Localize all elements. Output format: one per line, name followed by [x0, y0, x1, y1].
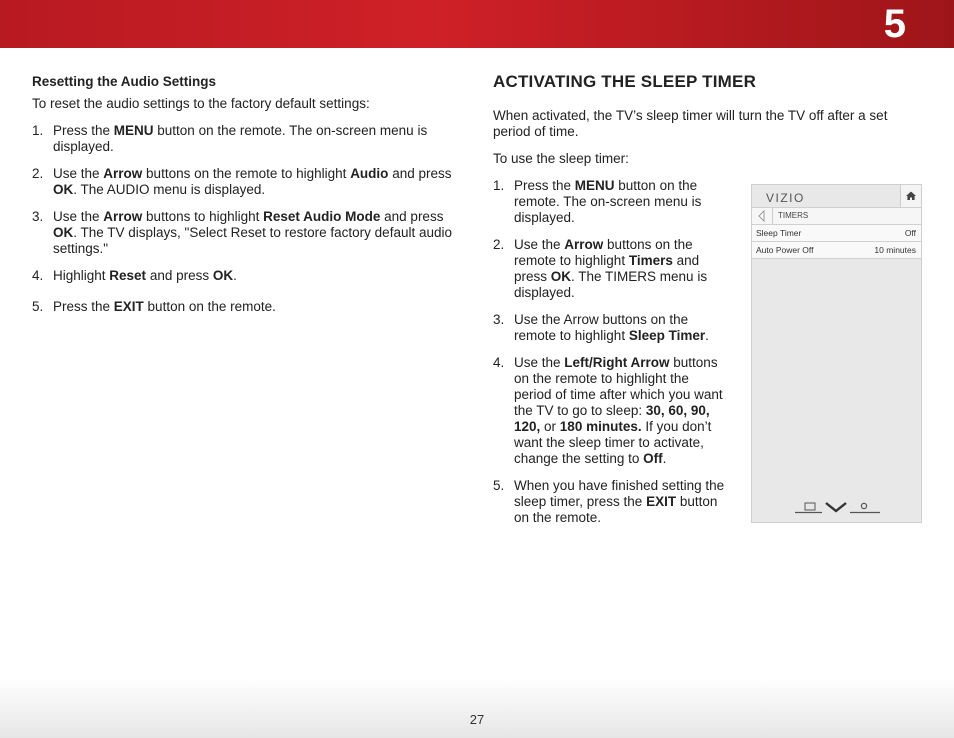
- back-arrow-icon[interactable]: [752, 208, 773, 224]
- footer-bar: [0, 678, 954, 738]
- audio-reset-heading: Resetting the Audio Settings: [32, 74, 217, 89]
- gear-icon: [850, 503, 880, 512]
- list-item: 4. Highlight Reset and press OK.: [32, 268, 237, 283]
- audio-reset-steps: [32, 123, 462, 315]
- audio-reset-intro: To reset the audio settings to the factory default settings:: [32, 96, 370, 111]
- header-bar: [0, 0, 954, 48]
- list-item: 2. Use the Arrow buttons on the remote to highlight Timers and press OK. The TIMERS menu is displayed.: [493, 237, 708, 300]
- left-column: [32, 74, 462, 326]
- tv-menu-bottom-icons: [792, 499, 882, 515]
- list-item: 1. Press the MENU button on the remote. The on-screen menu is displayed.: [32, 123, 428, 154]
- vizio-logo: VIZIO: [766, 191, 805, 205]
- chapter-number: 5: [883, 2, 906, 46]
- list-item: 3. Use the Arrow buttons to highlight Reset Audio Mode and press OK. The TV displays, "Select Reset to restore factory default audio settings.": [32, 209, 452, 256]
- v-logo-icon: [826, 503, 846, 511]
- tv-menu-row-auto-power-off[interactable]: Auto Power Off 10 minutes: [752, 242, 921, 259]
- list-item: 5. Press the EXIT button on the remote.: [32, 299, 276, 314]
- tv-menu-title: TIMERS: [778, 211, 809, 220]
- sleep-timer-intro: When activated, the TV’s sleep timer will turn the TV off after a set period of time.: [493, 108, 888, 139]
- tv-icon: [795, 503, 822, 513]
- tv-menu-row-sleep-timer[interactable]: Sleep Timer Off: [752, 225, 921, 242]
- list-item: 4. Use the Left/Right Arrow buttons on the remote to highlight the period of time after which you want the TV to go to sleep: 30, 60, 90, 120, or 180 minutes. If you don’t want the sleep timer to activate, change the setting to Off.: [493, 355, 723, 466]
- list-item: 2. Use the Arrow buttons on the remote to highlight Audio and press OK. The AUDIO menu is displayed.: [32, 166, 452, 197]
- list-item: 1. Press the MENU button on the remote. The on-screen menu is displayed.: [493, 178, 702, 225]
- home-icon[interactable]: [900, 185, 921, 207]
- tv-menu-breadcrumb: [752, 207, 921, 225]
- list-item: 5. When you have finished setting the sleep timer, press the EXIT button on the remote.: [493, 478, 725, 525]
- tv-menu-screenshot: [751, 184, 922, 523]
- sleep-timer-heading: ACTIVATING THE SLEEP TIMER: [493, 72, 757, 91]
- sleep-timer-intro-2: To use the sleep timer:: [493, 151, 629, 166]
- list-item: 3. Use the Arrow buttons on the remote to highlight Sleep Timer.: [493, 312, 709, 343]
- tv-menu-header: [752, 185, 921, 207]
- page-number: 27: [469, 712, 485, 727]
